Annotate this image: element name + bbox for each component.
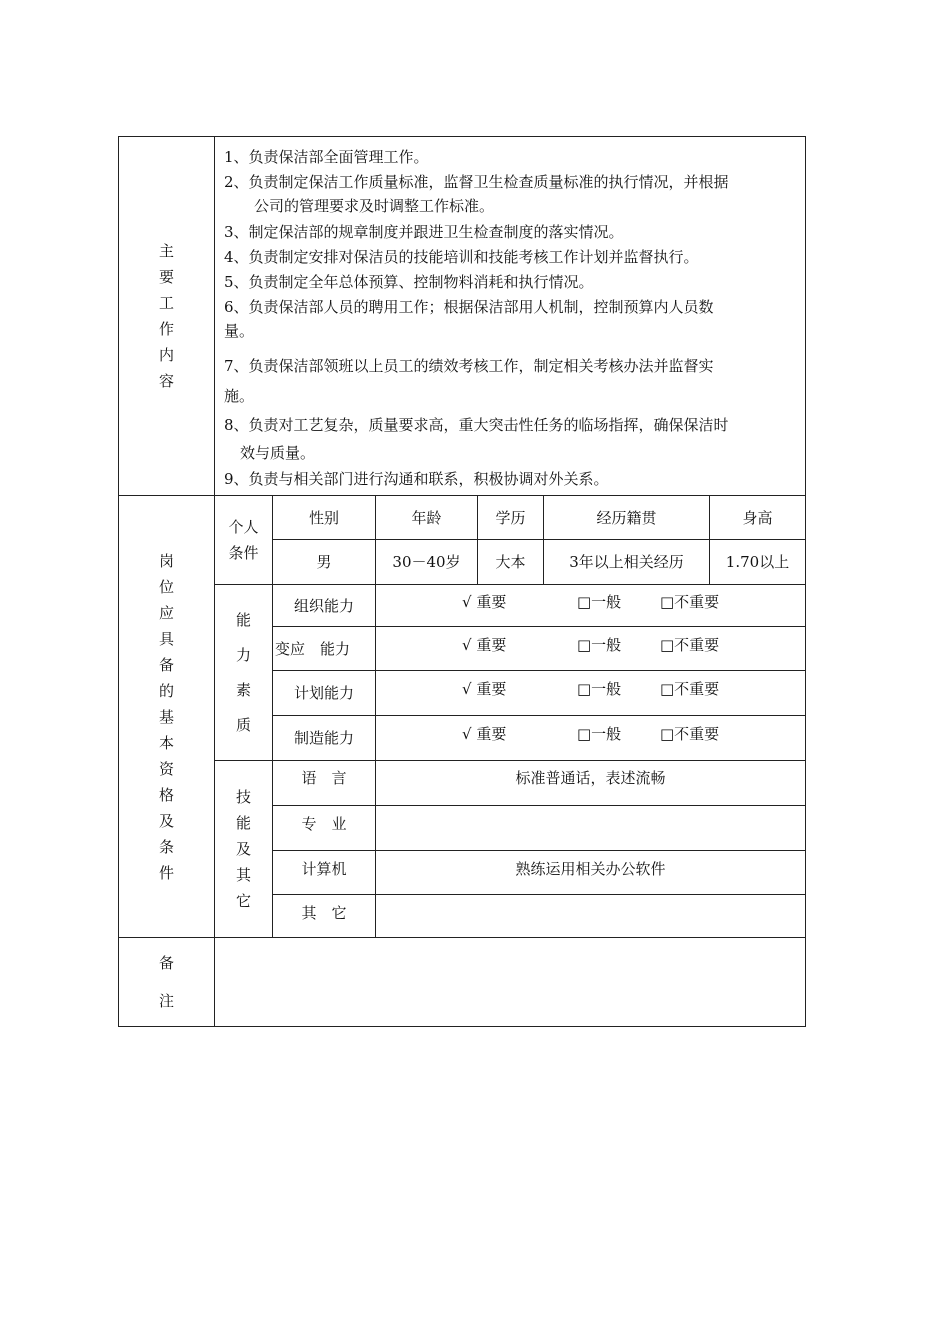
header-height: 身高 [742, 508, 773, 527]
remarks-content[interactable] [215, 938, 805, 1026]
value-age: 30－40岁 [392, 553, 461, 571]
skill-value [376, 806, 805, 850]
option-general-checkbox[interactable]: □一般 [577, 593, 622, 611]
header-gender: 性别 [308, 508, 339, 527]
ability-label: 能 力 素 质 [235, 610, 251, 734]
qualifications-section-label: 岗 位 应 具 备 的 基 本 资 格 及 条 件 [158, 551, 174, 882]
duty-item: 9、负责与相关部门进行沟通和联系，积极协调对外关系。 [224, 470, 609, 488]
ability-name: 计划能力 [293, 684, 354, 702]
header-age: 年龄 [411, 508, 442, 527]
personal-conditions-label: 个人 条件 [228, 518, 259, 562]
remarks-section-label: 备 注 [158, 954, 174, 1010]
ability-name: 组织能力 [293, 596, 354, 615]
skill-name: 专 业 [301, 815, 347, 833]
duty-item: 3、制定保洁部的规章制度并跟进卫生检查制度的落实情况。 [224, 223, 624, 241]
duty-item: 7、负责保洁部领班以上员工的绩效考核工作，制定相关考核办法并监督实 施。 [224, 357, 714, 405]
skill-name: 语 言 [301, 769, 347, 787]
option-not-important-checkbox[interactable]: □不重要 [660, 636, 720, 654]
duty-item: 8、负责对工艺复杂，质量要求高，重大突击性任务的临场指挥，确保保洁时 效与质量。 [224, 416, 729, 462]
value-education: 大本 [495, 553, 526, 571]
option-important-checked[interactable]: √ 重要 [462, 636, 507, 654]
duty-item: 1、负责保洁部全面管理工作。 [224, 148, 429, 166]
option-not-important-checkbox[interactable]: □不重要 [660, 725, 720, 743]
duty-item: 6、负责保洁部人员的聘用工作；根据保洁部用人机制，控制预算内人员数 量。 [224, 298, 714, 340]
option-general-checkbox[interactable]: □一般 [577, 680, 622, 698]
duty-item: 2、负责制定保洁工作质量标准，监督卫生检查质量标准的执行情况，并根据 公司的管理要求及时调整工作标准。 [224, 173, 729, 215]
option-general-checkbox[interactable]: □一般 [577, 725, 622, 743]
value-experience: 3年以上相关经历 [569, 553, 684, 571]
option-important-checked[interactable]: √ 重要 [462, 680, 507, 698]
skill-name: 计算机 [301, 860, 347, 878]
duty-item: 4、负责制定安排对保洁员的技能培训和技能考核工作计划并监督执行。 [224, 248, 699, 266]
header-education: 学历 [495, 508, 526, 527]
ability-name: 变应 能力 [275, 639, 351, 658]
option-general-checkbox[interactable]: □一般 [577, 636, 622, 654]
option-important-checked[interactable]: √ 重要 [462, 593, 507, 611]
table-border-top [118, 136, 806, 137]
value-gender: 男 [316, 553, 332, 571]
table-border-bottom [118, 1026, 806, 1027]
option-not-important-checkbox[interactable]: □不重要 [660, 680, 720, 698]
duty-item: 5、负责制定全年总体预算、控制物料消耗和执行情况。 [224, 273, 594, 291]
option-important-checked[interactable]: √ 重要 [462, 725, 507, 743]
duties-section-label: 主 要 工 作 内 容 [158, 242, 174, 390]
ability-name: 制造能力 [293, 729, 354, 747]
skill-value: 熟练运用相关办公软件 [515, 860, 666, 878]
skill-name: 其 它 [301, 904, 347, 922]
header-experience: 经历籍贯 [596, 508, 657, 527]
skill-value: 标准普通话，表述流畅 [515, 769, 666, 787]
skill-value [376, 895, 805, 937]
skills-label: 技 能 及 其 它 [235, 788, 251, 910]
value-height: 1.70以上 [725, 553, 790, 571]
option-not-important-checkbox[interactable]: □不重要 [660, 593, 720, 611]
